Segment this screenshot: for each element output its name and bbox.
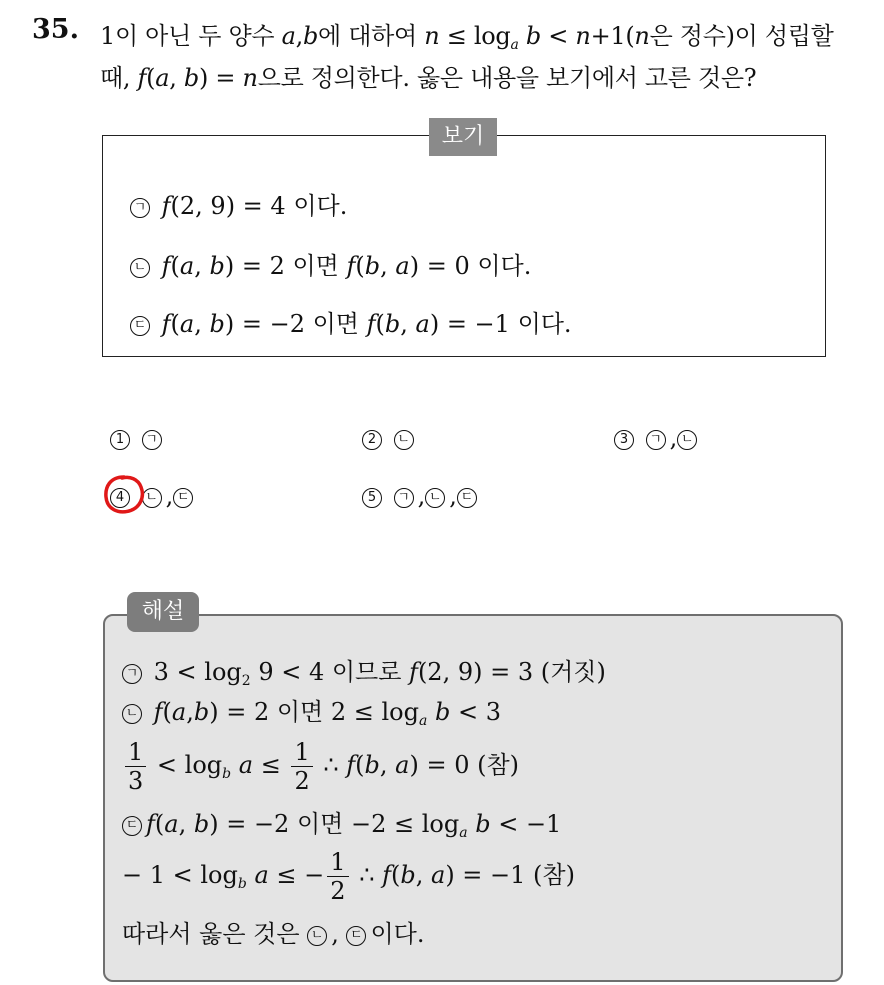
bogi-item-1: ㄱ f(2, 9) = 4 이다. (130, 186, 347, 221)
solution-line-2: ㄴ f(a,b) = 2 이면 $2 \le \log_a b < 3$ (122, 692, 501, 727)
choice-number: 4 (110, 488, 130, 508)
solution-line-6: 따라서 옳은 것은 ㄴ , ㄷ 이다. (122, 920, 425, 948)
bogi-title: 보기 (429, 118, 497, 156)
choice-1[interactable]: 1 ㄱ (110, 424, 166, 452)
choice-number: 5 (362, 488, 382, 508)
circled-marker: ㄷ (130, 316, 150, 336)
circled-marker: ㄴ (130, 258, 150, 278)
question-line-2: 때, f(a, b) = n으로 정의한다. 옳은 내용을 보기에서 고른 것은? (100, 64, 757, 92)
bogi-item-2: ㄴ f(a, b) = 2 이면 f(b, a) = 0 이다. (130, 246, 531, 281)
question-number: 35. (32, 14, 79, 45)
solution-line-5: − $1 < \log_b a$ ≤ − $\frac{1}{2}$ ∴ f(b, a) = −1 (참) (122, 848, 575, 905)
choice-3[interactable]: 3 ㄱ , ㄴ (614, 424, 701, 452)
solution-line-1: ㄱ $3 < \log_2 9 < 4$ 이므로 f(2, 9) = 3 (거짓) (122, 652, 606, 687)
answer-circle-mark (102, 473, 148, 517)
choice-2[interactable]: 2 ㄴ (362, 424, 418, 452)
choice-5[interactable]: 5 ㄱ , ㄴ , ㄷ (362, 482, 481, 510)
choice-number: 1 (110, 430, 130, 450)
solution-line-3: $\frac{1}{3}$ < $\log_b a$ ≤ $\frac{1}{2}$ ∴ f(b, a) = 0 (참) (122, 738, 519, 795)
circled-marker: ㄱ (130, 198, 150, 218)
question-line-1: 1이 아닌 두 양수 a,b에 대하여 $n \le \log_a b < n+1(n$은 정수)이 성립할 (100, 22, 834, 53)
solution-title: 해설 (127, 592, 199, 632)
solution-line-4: ㄷ f(a, b) = −2 이면 $-2 \le \log_a b < -1$ (122, 804, 561, 839)
choice-4[interactable]: 4 ㄴ , ㄷ (110, 482, 197, 510)
bogi-item-3: ㄷ f(a, b) = −2 이면 f(b, a) = −1 이다. (130, 304, 572, 339)
choice-number: 2 (362, 430, 382, 450)
choice-number: 3 (614, 430, 634, 450)
